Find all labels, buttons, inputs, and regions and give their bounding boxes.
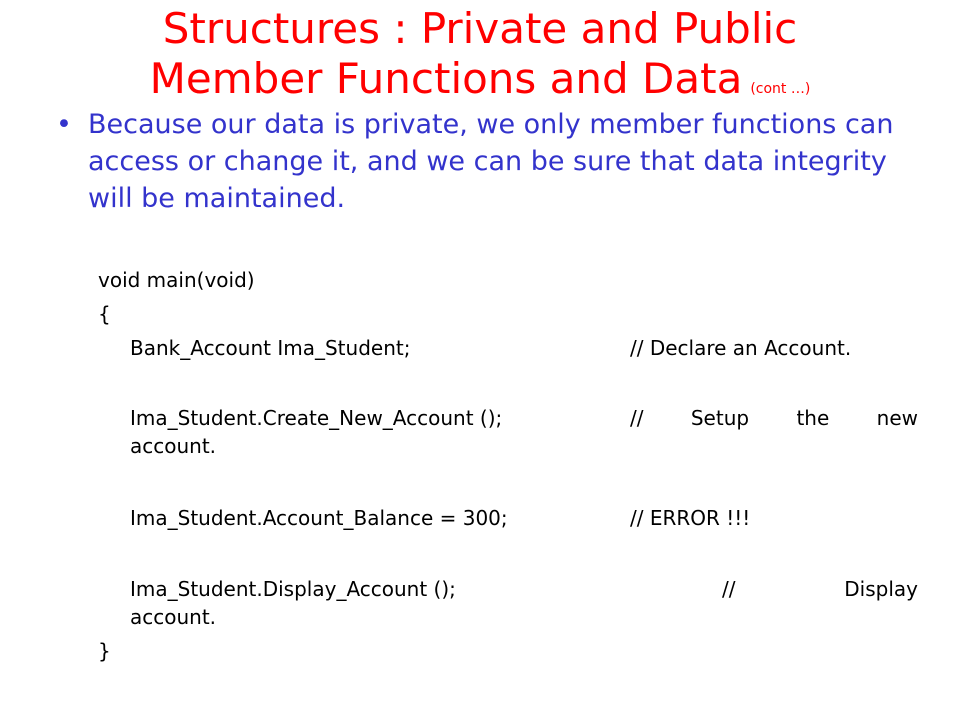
code-line-4-comment [722, 575, 918, 603]
code-open-brace: { [98, 302, 111, 326]
bullet-text: Because our data is private, we only member functions can access or change it, and we can be sure that data integrity will be maintained. [88, 109, 894, 214]
code-line-1-comment: // Declare an Account. [630, 336, 852, 360]
comment-word: the [796, 406, 830, 430]
title-line-1: Structures : Private and Public [162, 4, 798, 53]
code-line-1: Bank_Account Ima_Student; [130, 336, 411, 360]
comment-slashes: // [722, 577, 736, 601]
code-line-3-comment: // ERROR !!! [630, 506, 751, 530]
title-line-2 [0, 54, 960, 114]
comment-slashes: // [630, 406, 644, 430]
comment-word: Display [844, 577, 918, 601]
bullet-point [56, 106, 916, 217]
bullet-marker: • [56, 109, 72, 140]
comment-word: Setup [690, 406, 750, 430]
code-line-4: Ima_Student.Display_Account (); [130, 577, 456, 601]
title-line-2-text: Member Functions and Data [149, 54, 743, 103]
code-line-2-comment [630, 404, 918, 432]
code-close-brace: } [98, 639, 111, 663]
slide-title [0, 4, 960, 114]
code-line-2-wrap: account. [130, 434, 217, 458]
title-cont-label: (cont …) [750, 81, 811, 97]
comment-word: new [876, 406, 918, 430]
code-line-4-wrap: account. [130, 605, 217, 629]
code-line-2: Ima_Student.Create_New_Account (); [130, 406, 503, 430]
code-main-signature: void main(void) [98, 268, 255, 292]
code-line-3: Ima_Student.Account_Balance = 300; [130, 506, 508, 530]
